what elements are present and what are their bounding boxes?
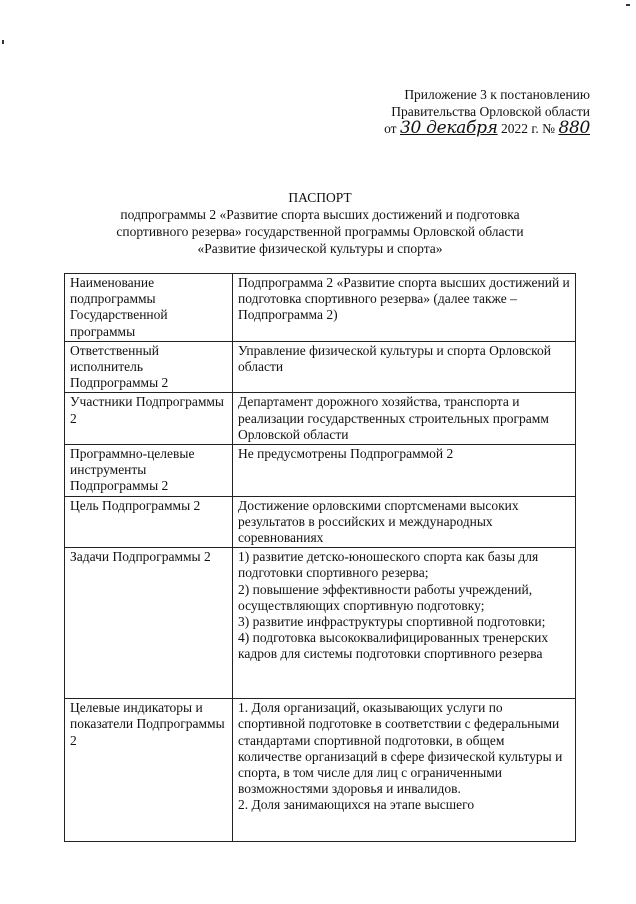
value-text: Не предусмотрены Подпрограммой 2: [238, 446, 454, 462]
table-row: [65, 496, 576, 548]
title-heading: ПАСПОРТ: [288, 190, 352, 205]
table-row: [65, 341, 576, 393]
row-value-goal: [233, 496, 576, 548]
table-row: [65, 445, 576, 497]
appendix-line-1: Приложение 3 к постановлению: [404, 87, 590, 102]
row-label-executor: Ответственный исполнитель Подпрограммы 2: [65, 341, 233, 393]
row-label-name: Наименование подпрограммы Государственной программы: [65, 274, 233, 342]
title-line-2: спортивного резерва» государственной программы Орловской области: [116, 224, 524, 239]
row-value-instruments: [233, 445, 576, 497]
task-item: 2) повышение эффективности работы учреждений, осуществляющих спортивную подготовку;: [238, 581, 533, 613]
table-row: [65, 393, 576, 445]
row-value-tasks: [233, 548, 576, 699]
table-row: [65, 274, 576, 342]
row-label-instruments: Программно-целевые инструменты Подпрограммы 2: [65, 445, 233, 497]
appendix-line-2: Правительства Орловской области: [391, 104, 590, 119]
table-row: [65, 548, 576, 699]
appendix-header: [330, 86, 590, 137]
row-value-executor: [233, 341, 576, 393]
indicator-item: 1. Доля организаций, оказывающих услуги по спортивной подготовке в соответствии с федеральными стандартами спортивной подготовки, в общем количестве организаций в сфере физической культуры и спорта, в том числе для лиц с ограниченными возможностями здоровья и инвалидов.: [238, 700, 563, 797]
row-value-name: [233, 274, 576, 342]
title-line-1: подпрограммы 2 «Развитие спорта высших достижений и подготовка: [120, 207, 520, 222]
scan-mark-left: [2, 40, 4, 44]
handwritten-number: 880: [558, 118, 590, 138]
row-value-participants: [233, 393, 576, 445]
passport-title: [60, 189, 580, 257]
value-text: Достижение орловскими спортсменами высоких результатов в российских и международных соревнованиях: [238, 497, 519, 546]
scan-mark-top-right: [626, 4, 630, 6]
row-value-indicators: [233, 699, 576, 842]
title-line-3: «Развитие физической культуры и спорта»: [197, 241, 443, 256]
row-label-goal: Цель Подпрограммы 2: [65, 496, 233, 548]
row-label-indicators: Целевые индикаторы и показатели Подпрограммы 2: [65, 699, 233, 842]
date-suffix: 2022 г. №: [501, 121, 556, 136]
row-label-tasks: Задачи Подпрограммы 2: [65, 548, 233, 699]
task-item: 1) развитие детско-юношеского спорта как базы для подготовки спортивного резерва;: [238, 549, 539, 581]
handwritten-date: 30 декабря: [399, 118, 498, 138]
date-prefix: от: [384, 121, 397, 136]
passport-table: [64, 273, 576, 842]
table-row: [65, 699, 576, 842]
task-item: 3) развитие инфраструктуры спортивной подготовки;: [238, 614, 546, 630]
value-text: Управление физической культуры и спорта Орловской области: [238, 342, 552, 375]
appendix-date-line: [330, 120, 590, 137]
indicator-item: 2. Доля занимающихся на этапе высшего: [238, 797, 475, 813]
value-text: Подпрограмма 2 «Развитие спорта высших достижений и подготовка спортивного резерва» (далее также – Подпрограмма 2): [238, 275, 570, 323]
task-item: 4) подготовка высококвалифицированных тренерских кадров для системы подготовки спортивного резерва: [238, 630, 549, 662]
row-label-participants: Участники Подпрограммы 2: [65, 393, 233, 445]
value-text: Департамент дорожного хозяйства, транспорта и реализации государственных строительных программ Орловской области: [238, 394, 549, 442]
